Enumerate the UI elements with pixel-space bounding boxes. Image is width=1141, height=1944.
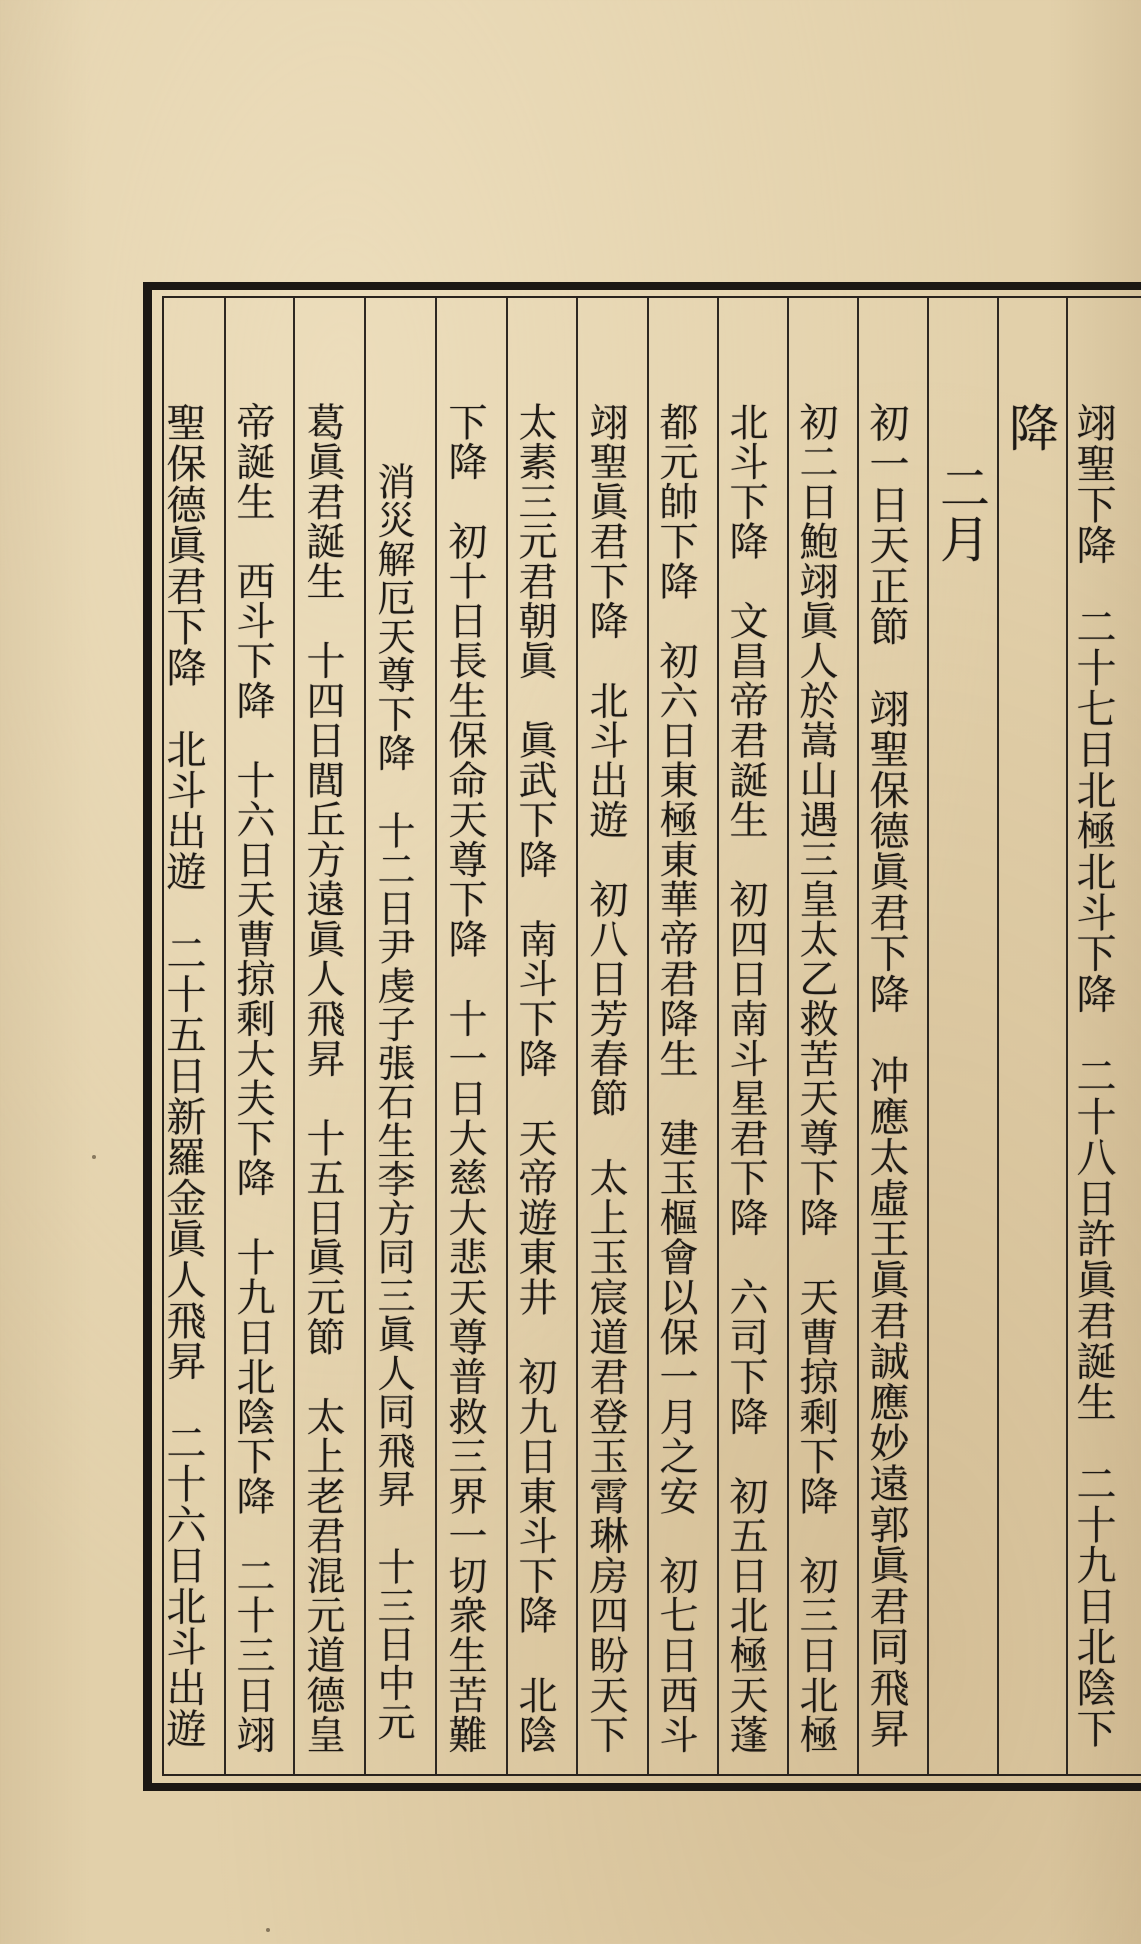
- text-column-8: 翊聖眞君下降 北斗出遊 初八日芳春節 太上玉宸道君登玉霄琳房四盼天下: [583, 402, 628, 1755]
- text-column-2: 降: [1001, 402, 1059, 453]
- column-rule: [506, 298, 508, 1774]
- column-rule: [787, 298, 789, 1774]
- column-rule: [1066, 298, 1068, 1774]
- column-rule: [576, 298, 578, 1774]
- text-column-13: 帝誕生 西斗下降 十六日天曹掠剩大夫下降 十九日北陰下降 二十三日翊: [230, 402, 275, 1755]
- paper-speck: [92, 1155, 96, 1159]
- column-rule: [927, 298, 929, 1774]
- text-column-7: 都元帥下降 初六日東極東華帝君降生 建玉樞會以保一月之安 初七日西斗: [653, 402, 698, 1755]
- text-column-1: 翊聖下降 二十七日北極北斗下降 二十八日許眞君誕生 二十九日北陰下: [1070, 402, 1116, 1749]
- column-rule: [224, 298, 226, 1774]
- text-column-14: 聖保德眞君下降 北斗出遊 二十五日新羅金眞人飛昇 二十六日北斗出遊: [160, 402, 206, 1749]
- column-rule: [364, 298, 366, 1774]
- column-rule: [435, 298, 437, 1774]
- column-rule: [857, 298, 859, 1774]
- text-column-12: 葛眞君誕生 十四日閭丘方遠眞人飛昇 十五日眞元節 太上老君混元道德皇: [300, 402, 345, 1755]
- column-rule: [997, 298, 999, 1774]
- paper-speck: [266, 1928, 270, 1932]
- text-column-4: 初一日天正節 翊聖保德眞君下降 冲應太虛王眞君誠應妙遠郭眞君同飛昇: [863, 402, 909, 1749]
- column-rule: [647, 298, 649, 1774]
- text-column-11: 消災解厄天尊下降 十二日尹虔子張石生李方同三眞人同飛昇 十三日中元: [371, 462, 415, 1742]
- column-rule: [717, 298, 719, 1774]
- text-column-10: 下降 初十日長生保命天尊下降 十一日大慈大悲天尊普救三界一切衆生苦難: [442, 402, 487, 1755]
- text-column-9: 太素三元君朝眞 眞武下降 南斗下降 天帝遊東井 初九日東斗下降 北陰: [512, 402, 557, 1755]
- column-rule: [293, 298, 295, 1774]
- text-column-6: 北斗下降 文昌帝君誕生 初四日南斗星君下降 六司下降 初五日北極天蓬: [723, 402, 768, 1755]
- text-column-5: 初二日鮑翊眞人於嵩山遇三皇太乙救苦天尊下降 天曹掠剩下降 初三日北極: [793, 402, 838, 1755]
- text-column-3-heading: 二月: [932, 462, 990, 564]
